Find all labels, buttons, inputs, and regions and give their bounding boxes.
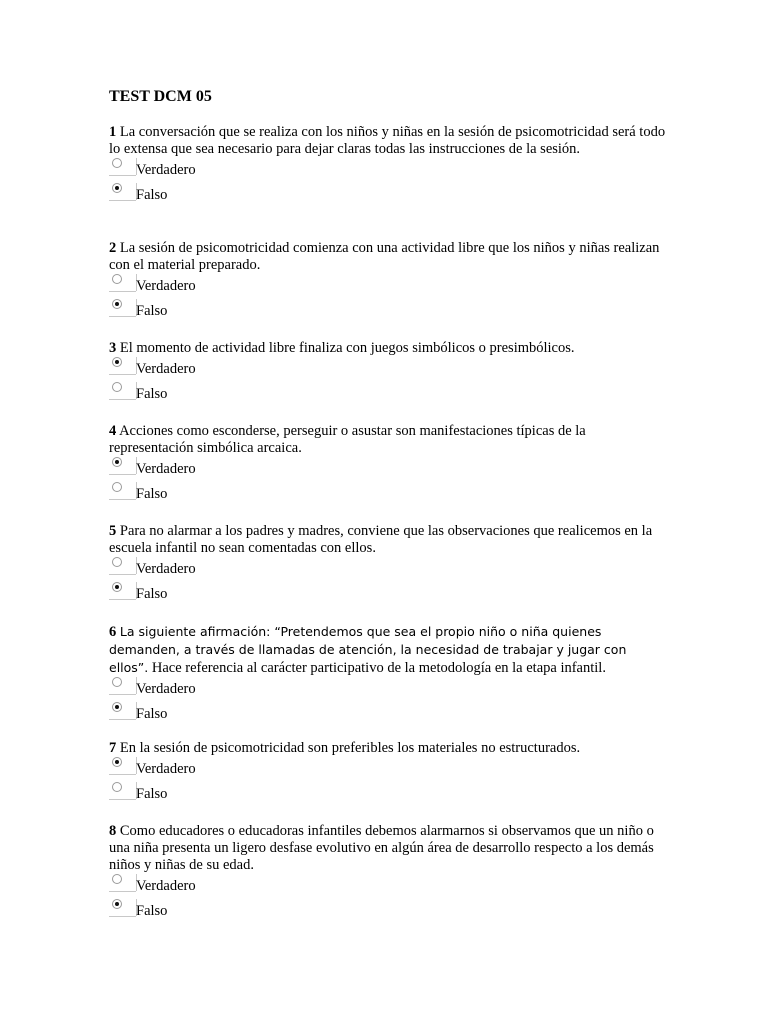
divider [109, 574, 136, 575]
question-text [109, 340, 669, 357]
option-label: Falso [136, 706, 168, 722]
option-label: Verdadero [136, 162, 196, 178]
question-number: 8 [109, 823, 117, 839]
option-falso[interactable] [109, 382, 669, 407]
question-7 [109, 740, 669, 807]
option-falso[interactable] [109, 582, 669, 607]
question-body: La conversación que se realiza con los niños y niñas en la sesión de psicomotricidad será todo lo extensa que sea necesario para dejar claras todas las instrucciones de la sesión. [109, 124, 666, 157]
question-number: 1 [109, 124, 117, 140]
radio-button[interactable] [112, 382, 122, 392]
option-label: Falso [136, 903, 168, 919]
radio-button[interactable] [112, 702, 122, 712]
radio-button[interactable] [112, 874, 122, 884]
divider [109, 474, 136, 475]
question-number: 6 [109, 624, 117, 640]
option-label: Verdadero [136, 878, 196, 894]
option-label: Falso [136, 303, 168, 319]
divider [109, 175, 136, 176]
question-body: Como educadores o educadoras infantiles debemos alarmarnos si observamos que un niño o una niña presenta un ligero desfase evolutivo en algún área de desarrollo respecto a los demás niños y niñas de su edad. [109, 823, 654, 873]
question-5 [109, 523, 669, 607]
option-label: Falso [136, 486, 168, 502]
question-8 [109, 823, 669, 924]
option-falso[interactable] [109, 782, 669, 807]
radio-button[interactable] [112, 899, 122, 909]
option-label: Verdadero [136, 461, 196, 477]
divider [109, 399, 136, 400]
question-body: En la sesión de psicomotricidad son preferibles los materiales no estructurados. [119, 740, 581, 756]
question-2 [109, 240, 669, 324]
divider [109, 694, 136, 695]
divider [109, 719, 136, 720]
question-6 [109, 623, 669, 727]
option-label: Verdadero [136, 681, 196, 697]
question-number: 2 [109, 240, 117, 256]
divider [109, 799, 136, 800]
divider [109, 499, 136, 500]
divider [109, 200, 136, 201]
divider [109, 891, 136, 892]
divider [109, 599, 136, 600]
option-verdadero[interactable] [109, 274, 669, 299]
question-number: 3 [109, 340, 117, 356]
radio-button[interactable] [112, 582, 122, 592]
radio-button[interactable] [112, 299, 122, 309]
radio-button[interactable] [112, 158, 122, 168]
option-verdadero[interactable] [109, 757, 669, 782]
option-verdadero[interactable] [109, 357, 669, 382]
option-verdadero[interactable] [109, 158, 669, 183]
radio-button[interactable] [112, 482, 122, 492]
option-verdadero[interactable] [109, 557, 669, 582]
question-body: Hace referencia al carácter participativo de la metodología en la etapa infantil. [151, 660, 606, 676]
option-falso[interactable] [109, 899, 669, 924]
radio-button[interactable] [112, 457, 122, 467]
divider [109, 374, 136, 375]
option-falso[interactable] [109, 299, 669, 324]
option-label: Falso [136, 586, 168, 602]
option-verdadero[interactable] [109, 457, 669, 482]
radio-button[interactable] [112, 357, 122, 367]
radio-button[interactable] [112, 274, 122, 284]
page-title: TEST DCM 05 [109, 88, 212, 105]
option-label: Verdadero [136, 278, 196, 294]
divider [109, 774, 136, 775]
question-3 [109, 340, 669, 407]
question-1 [109, 124, 669, 208]
question-number: 7 [109, 740, 117, 756]
radio-button[interactable] [112, 757, 122, 767]
question-body: El momento de actividad libre finaliza con juegos simbólicos o presimbólicos. [119, 340, 575, 356]
divider [109, 316, 136, 317]
question-body: La sesión de psicomotricidad comienza con una actividad libre que los niños y niñas realizan con el material preparado. [109, 240, 660, 273]
question-number: 5 [109, 523, 117, 539]
option-label: Falso [136, 786, 168, 802]
question-body: Acciones como esconderse, perseguir o asustar son manifestaciones típicas de la representación simbólica arcaica. [109, 423, 586, 456]
question-text [109, 124, 669, 158]
question-text [109, 523, 669, 557]
radio-button[interactable] [112, 782, 122, 792]
radio-button[interactable] [112, 677, 122, 687]
option-label: Verdadero [136, 561, 196, 577]
question-text [109, 423, 669, 457]
question-text [109, 823, 669, 874]
divider [109, 291, 136, 292]
option-label: Verdadero [136, 361, 196, 377]
radio-button[interactable] [112, 557, 122, 567]
question-text [109, 623, 669, 677]
option-falso[interactable] [109, 183, 669, 208]
question-body-quote: La siguiente afirmación: “Pretendemos que sea el propio niño o niña quienes demanden, a través de llamadas de atención, la necesidad de trabajar y jugar con ellos”. [109, 624, 627, 675]
option-verdadero[interactable] [109, 874, 669, 899]
question-text [109, 240, 669, 274]
option-falso[interactable] [109, 482, 669, 507]
option-label: Falso [136, 187, 168, 203]
option-verdadero[interactable] [109, 677, 669, 702]
question-4 [109, 423, 669, 507]
divider [109, 916, 136, 917]
question-body: Para no alarmar a los padres y madres, conviene que las observaciones que realicemos en la escuela infantil no sean comentadas con ellos. [109, 523, 653, 556]
radio-button[interactable] [112, 183, 122, 193]
option-falso[interactable] [109, 702, 669, 727]
option-label: Verdadero [136, 761, 196, 777]
option-label: Falso [136, 386, 168, 402]
question-text [109, 740, 669, 757]
question-number: 4 [109, 423, 117, 439]
